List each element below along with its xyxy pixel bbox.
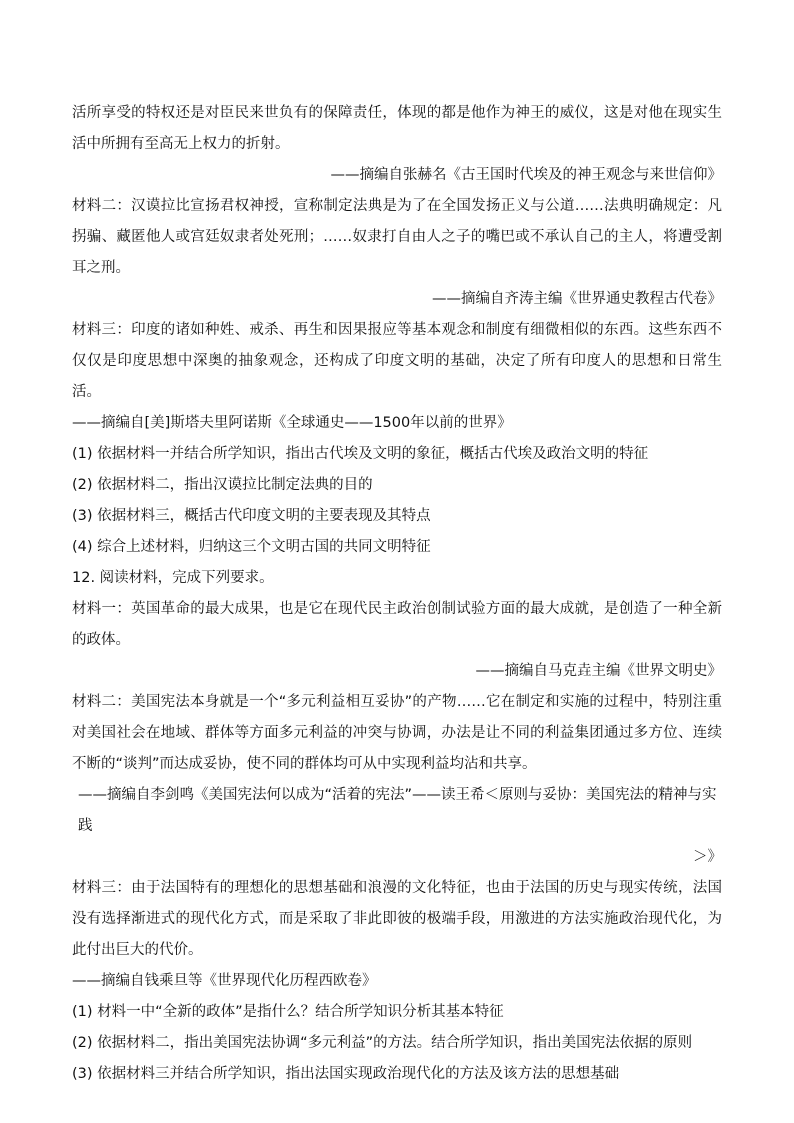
source-4: ——摘编自马克垚主编《世界文明史》 [475,663,722,679]
material-continuation: 活所享受的特权还是对臣民来世负有的保障责任，体现的都是他作为神王的威仪，这是对他在现实生活中所拥有至高无上权力的折射。 [72,105,722,152]
q11-sub-1: (1) 依据材料一并结合所学知识，指出古代埃及文明的象征，概括古代埃及政治文明的特征 [72,446,649,462]
q11-sub-3: (3) 依据材料三，概括古代印度文明的主要表现及其特点 [72,508,431,524]
q11-material-2: 材料二：汉谟拉比宣扬君权神授，宣称制定法典是为了在全国发扬正义与公道……法典明确规定：凡拐骗、藏匿他人或宫廷奴隶者处死刑；……奴隶打自由人之子的嘴巴或不承认自己的主人，将遭受割耳之刑。 [72,198,722,276]
q11-material-3: 材料三：印度的诸如种姓、戒杀、再生和因果报应等基本观念和制度有细微相似的东西。这些东西不仅仅是印度思想中深奥的抽象观念，还构成了印度文明的基础，决定了所有印度人的思想和日常生活。 [72,322,722,400]
source-2: ——摘编自齐涛主编《世界通史教程古代卷》 [432,291,722,307]
q12-material-3: 材料三：由于法国特有的理想化的思想基础和浪漫的文化特征，也由于法国的历史与现实传统，法国没有选择渐进式的现代化方式，而是采取了非此即彼的极端手段，用激进的方法实施政治现代化，为此付出巨大的代价。 [72,880,722,958]
q12-heading: 12. 阅读材料，完成下列要求。 [72,570,274,586]
q12-material-1: 材料一：英国革命的最大成果，也是它在现代民主政治创制试验方面的最大成就，是创造了一种全新的政体。 [72,601,722,648]
source-3: ——摘编自[美]斯塔夫里阿诺斯《全球通史——1500年以前的世界》 [72,415,512,431]
q12-sub-2: (2) 依据材料二，指出美国宪法协调“多元利益”的方法。结合所学知识，指出美国宪法依据的原则 [72,1035,693,1051]
q11-sub-4: (4) 综合上述材料，归纳这三个文明古国的共同文明特征 [72,539,431,555]
q11-sub-2: (2) 依据材料二，指出汉谟拉比制定法典的目的 [72,477,373,493]
document-body [72,98,722,1090]
q12-sub-3: (3) 依据材料三并结合所学知识，指出法国实现政治现代化的方法及该方法的思想基础 [72,1066,620,1082]
source-1: ——摘编自张赫名《古王国时代埃及的神王观念与来世信仰》 [330,167,722,183]
source-5-tail: ＞》 [693,849,722,865]
source-5: ——摘编自李剑鸣《美国宪法何以成为“活着的宪法”——读王希＜原则与妥协：美国宪法的精神与实践 [78,787,717,834]
source-6: ——摘编自钱乘旦等《世界现代化历程西欧卷》 [72,973,377,989]
q12-material-2: 材料二：美国宪法本身就是一个“多元利益相互妥协”的产物……它在制定和实施的过程中，特别注重对美国社会在地域、群体等方面多元利益的冲突与协调，办法是让不同的利益集团通过多方位、连续不断的“谈判”而达成妥协，使不同的群体均可从中实现利益均沾和共享。 [72,694,722,772]
q12-sub-1: (1) 材料一中“全新的政体”是指什么？结合所学知识分析其基本特征 [72,1004,504,1020]
